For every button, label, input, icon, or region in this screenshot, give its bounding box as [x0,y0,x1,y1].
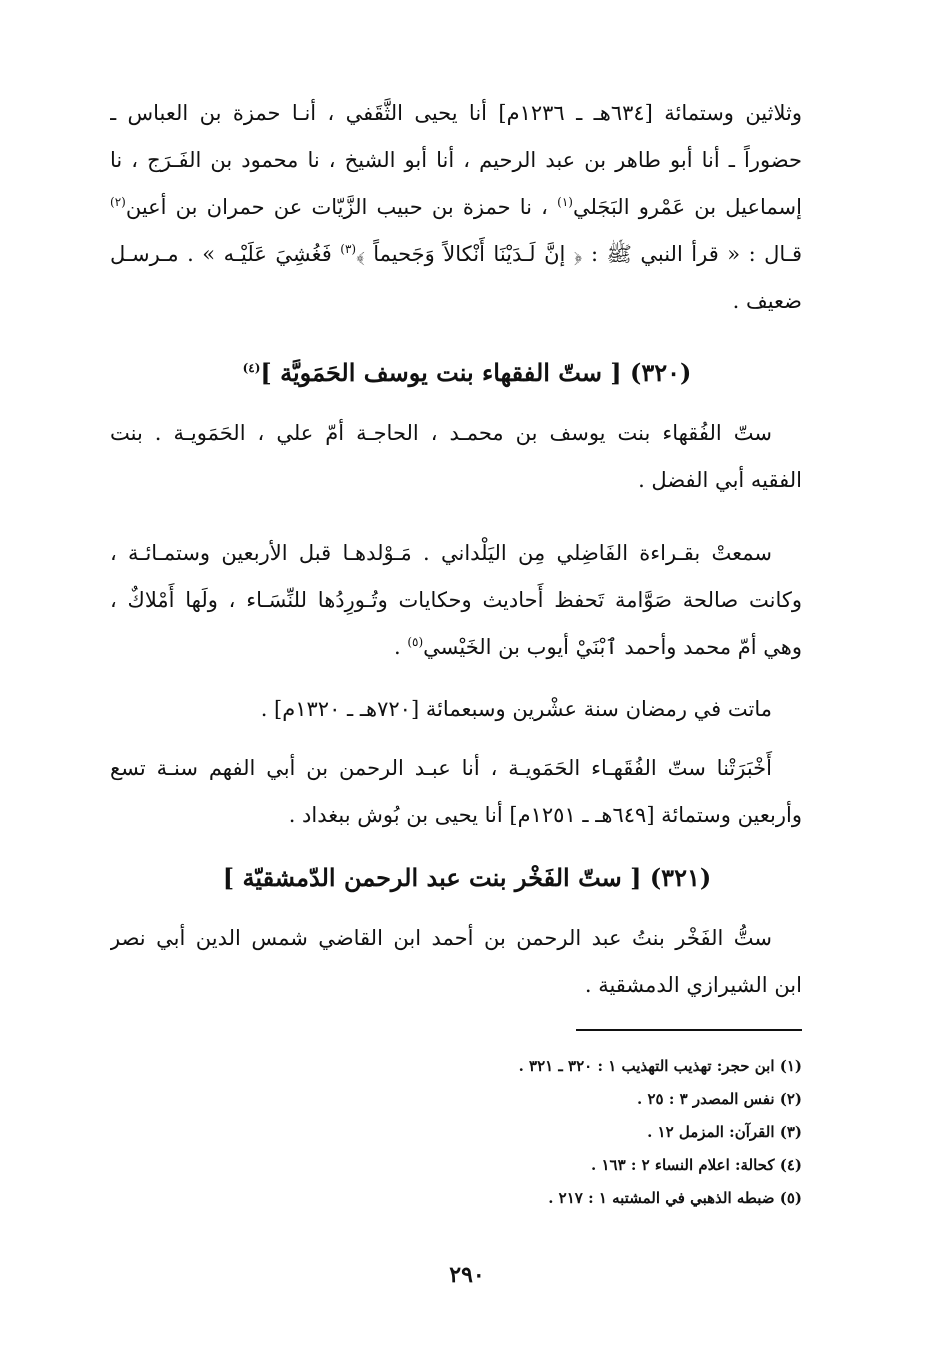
text-line [110,184,802,231]
paragraph-death-date [110,686,802,733]
text-line: ضعيف . [732,289,802,313]
entry-heading-321 [0,858,934,898]
paragraph-biography-details [110,530,802,671]
text-line: وكانت صالحة صَوَّامة تَحفظ أَحاديث وحكايات وتُـورِدُها للنِّسَـاء ، ولَها أَمْلاكٌ ، [110,588,802,612]
heading-text: (٣٢٠) [ ستّ الفقهاء بنت يوسف الحَمَويَّة ] [260,358,692,387]
paragraph-biography-intro [110,410,802,504]
text-line: أَخْبَرَتْنا ستّ الفُقَهـاء الحَمَويـة ، أنا عبـد الرحمن بن أبي الفهم سنـة تسع [110,756,772,780]
text-segment: إسماعيل بن عَمْرو البَجَلي [572,195,802,219]
text-line: ستُّ الفَخْر بنتُ عبد الرحمن بن أحمد ابن القاضي شمس الدين أبي نصر [110,926,772,950]
footnote-marker: (٤) [242,361,261,375]
footnote-3: (٣) القرآن: المزمل ١٢ . [647,1123,802,1141]
text-line: الفقيه أبي الفضل . [638,468,802,492]
text-line: ستّ الفُقهاء بنت يوسف بن محمـد ، الحاجـة أمّ علي ، الحَمَويـة . بنت [110,421,772,445]
text-line: وثلاثين وستمائة [٦٣٤هـ ـ ١٢٣٦م] أنا يحيى الثَّقَفي ، أنـا حمزة بن العباس ـ [110,101,802,125]
footnote-marker: (٢) [110,195,126,209]
page-number: ٢٩٠ [449,1262,485,1288]
paragraph-biography-321 [110,915,802,1009]
text-segment: . [393,635,408,659]
entry-heading-320 [0,353,934,393]
text-line [110,231,802,278]
footnote-1: (١) ابن حجر: تهذيب التهذيب ١ : ٣٢٠ ـ ٣٢١ . [518,1057,802,1075]
text-line: وأربعين وستمائة [٦٤٩هـ ـ ١٢٥١م] أنا يحيى بن بُوش ببغداد . [288,803,802,827]
text-segment: قـال : « قرأ النبي ﷺ : ﴿ إنَّ لَـدَيْنَا أَنْكالاً وَجَحيماً ﴾ [356,242,802,266]
footnote-divider [576,1029,802,1031]
footnote-marker: (٥) [407,635,424,649]
footnote-marker: (١) [557,195,573,209]
text-segment: ، نا حمزة بن حبيب الزَّيّات عن حمران بن أعين [125,195,558,219]
text-line: ابن الشيرازي الدمشقية . [584,973,802,997]
text-line: حضوراً ـ أنا أبو طاهر بن عبد الرحيم ، أنا أبو الشيخ ، نا محمود بن الفَـرَج ، نا [110,148,802,172]
footnote-4: (٤) كحالة: اعلام النساء ٢ : ١٦٣ . [591,1156,802,1174]
text-segment: وهي أمّ محمد وأحمد ٱبْنَيْ أيوب بن الخَيْسي [423,635,802,659]
text-line: سمعتْ بقـراءة الفَاضِلي مِن اليَلْداني . مَـوْلدهـا قبل الأربعين وستمـائـة ، [110,541,772,565]
footnote-marker: (٣) [340,242,357,256]
paragraph-hadith-chain [110,90,802,325]
paragraph-narration [110,745,802,839]
footnote-5: (٥) ضبطه الذهبي في المشتبه ١ : ٢١٧ . [548,1189,802,1207]
text-line [110,624,802,671]
text-line: ماتت في رمضان سنة عشْرين وسبعمائة [٧٢٠هـ ـ ١٣٢٠م] . [260,697,772,721]
heading-text: (٣٢١) [ ستّ الفَخْر بنت عبد الرحمن الدّمشقيّة ] [222,863,712,892]
footnote-2: (٢) نفس المصدر ٣ : ٢٥ . [637,1090,802,1108]
text-segment: فَغُشِيَ عَلَيْـه » . مـرسـل [110,242,341,266]
